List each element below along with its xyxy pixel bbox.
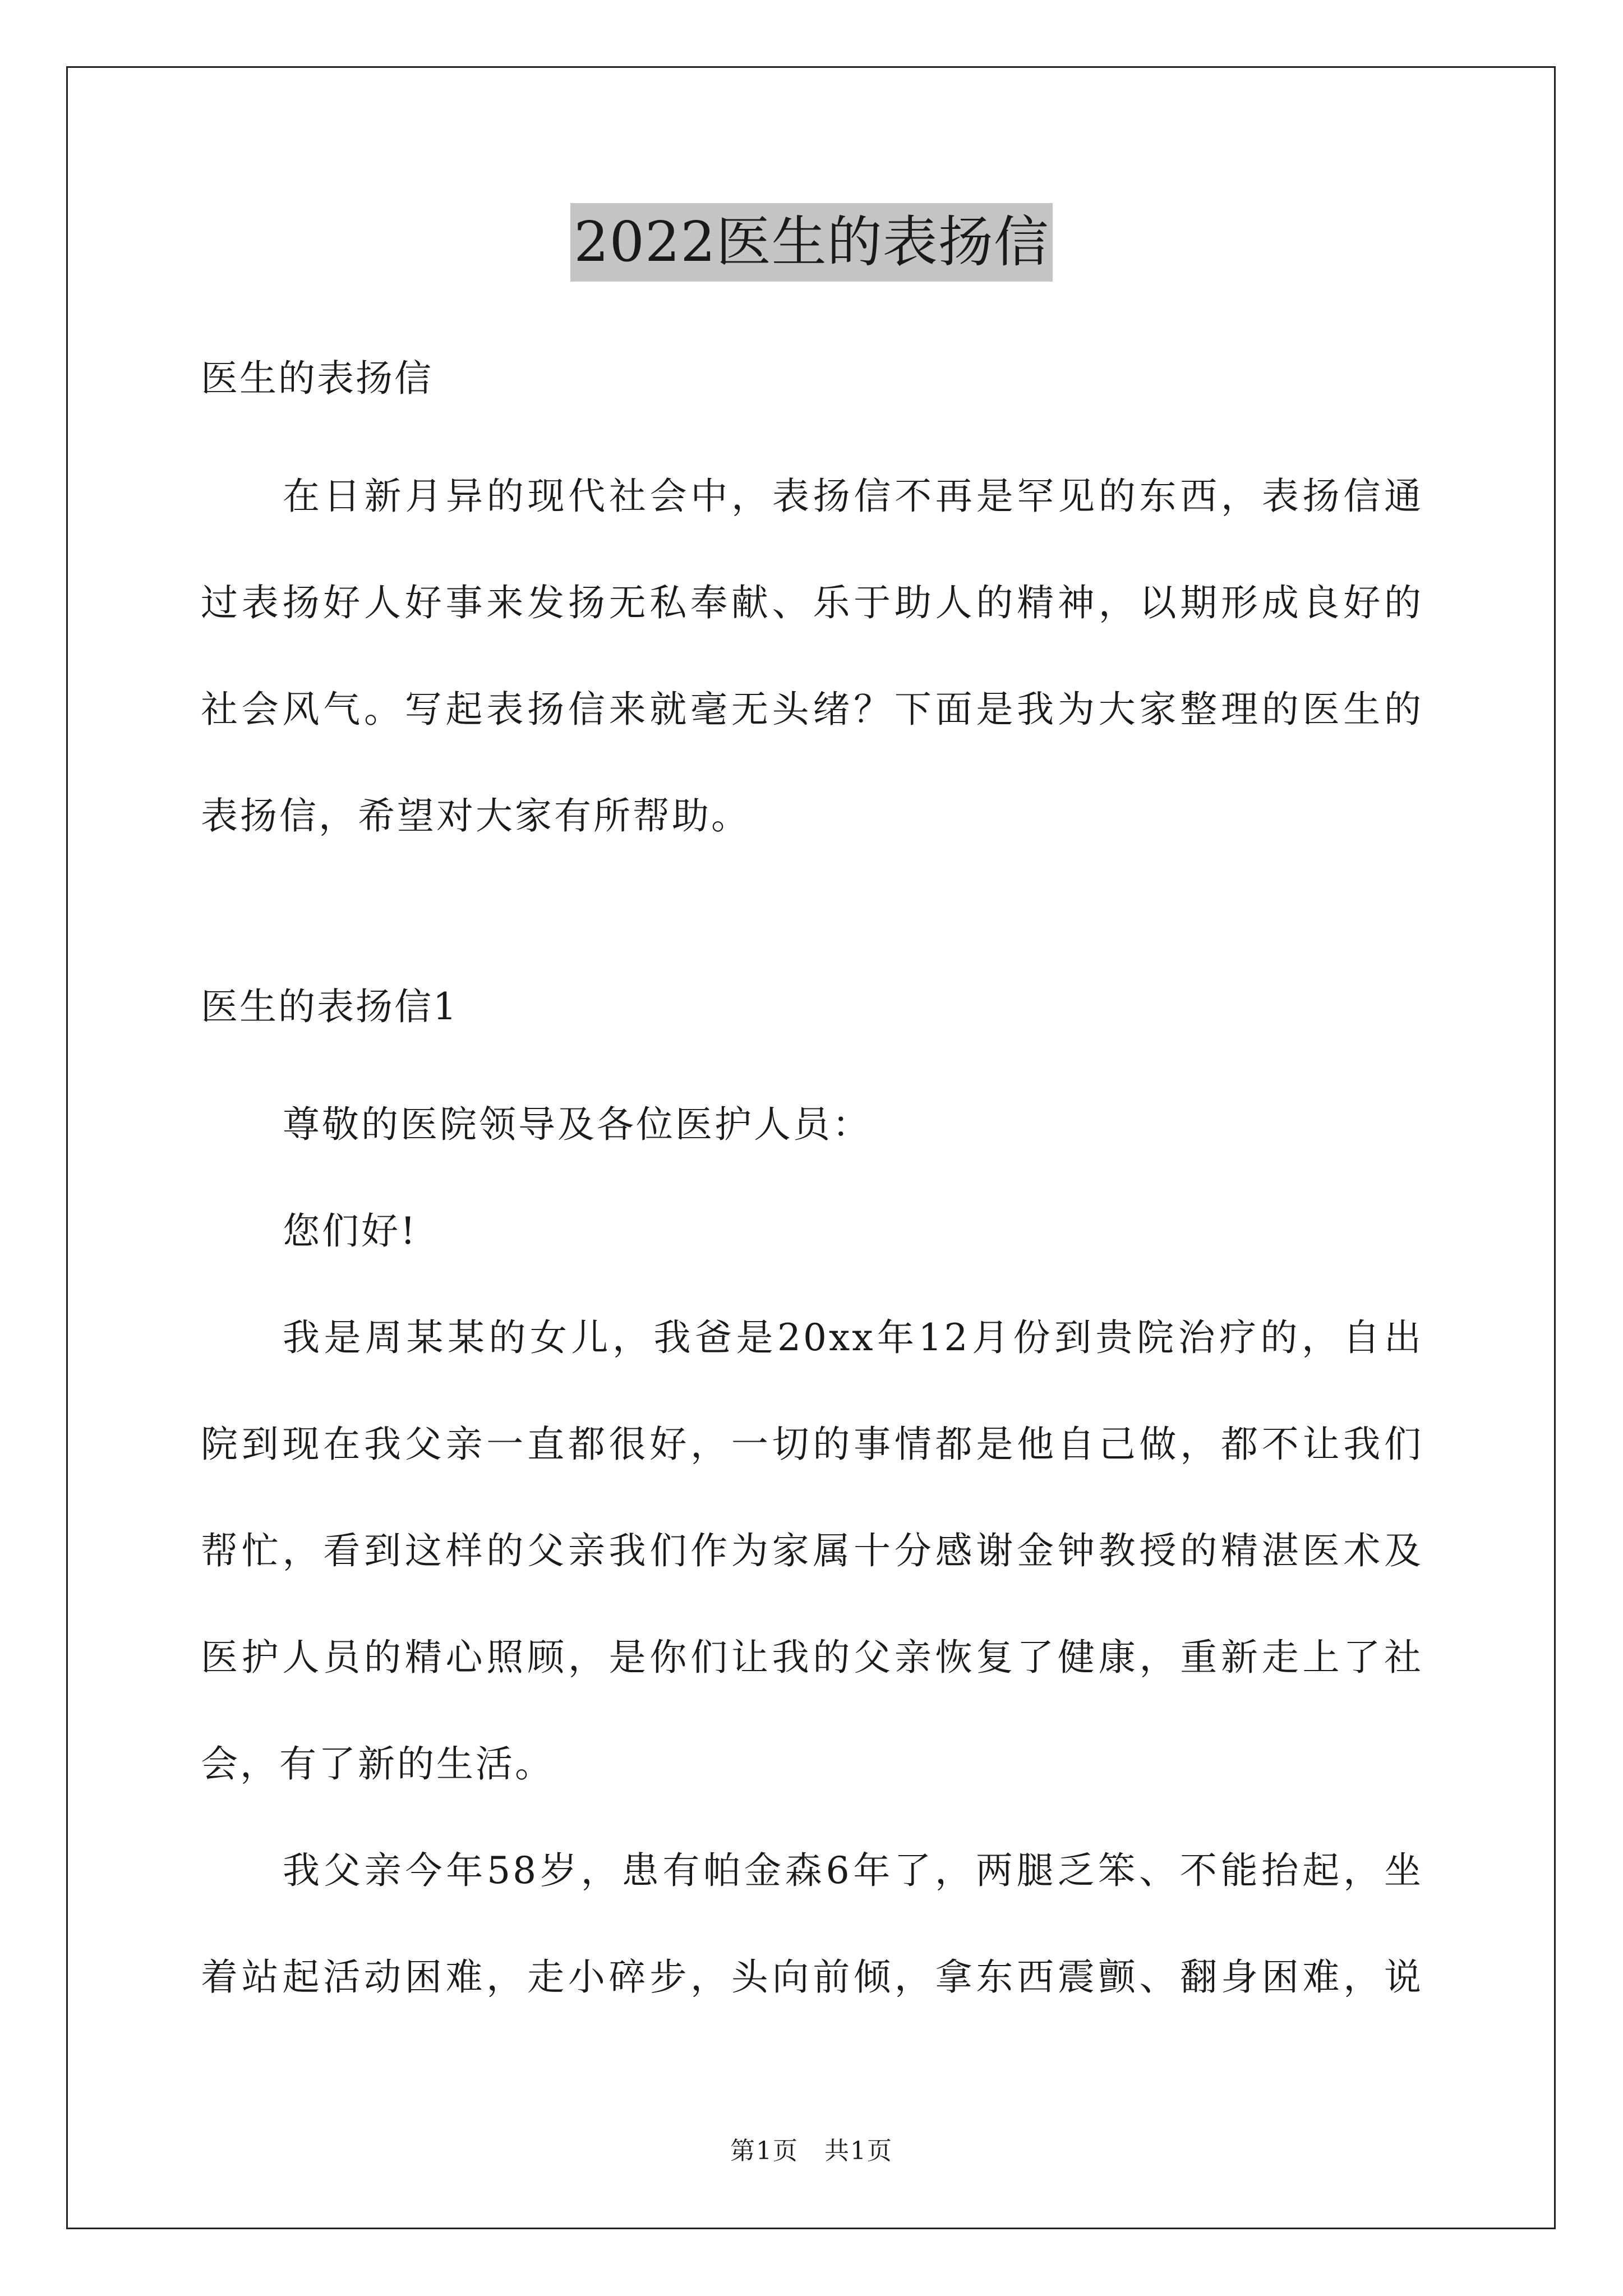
salutation: 尊敬的医院领导及各位医护人员：: [283, 1103, 872, 1146]
intro-line: 过表扬好人好事来发扬无私奉献、乐于助人的精神，以期形成良好的: [201, 581, 1423, 624]
greeting: 您们好!: [283, 1209, 418, 1253]
intro-line: 表扬信，希望对大家有所帮助。: [201, 794, 750, 838]
page-footer: 第1页 共1页: [730, 2137, 893, 2165]
letter-paragraph-1: [201, 1285, 1423, 1818]
paragraph-line: 会，有了新的生活。: [201, 1742, 554, 1786]
paragraph-line: 我是周某某的女儿，我爸是20xx年12月份到贵院治疗的，自出: [283, 1316, 1423, 1359]
document-body: [201, 337, 1423, 2031]
paragraph-line: 帮忙，看到这样的父亲我们作为家属十分感谢金钟教授的精湛医术及: [201, 1529, 1423, 1572]
intro-line: 社会风气。写起表扬信来就毫无头绪？下面是我为大家整理的医生的: [201, 688, 1423, 731]
paragraph-line: 院到现在我父亲一直都很好，一切的事情都是他自己做，都不让我们: [201, 1423, 1423, 1466]
intro-line: 在日新月异的现代社会中，表扬信不再是罕见的东西，表扬信通: [283, 475, 1423, 518]
document-title: 2022医生的表扬信: [570, 203, 1052, 282]
title-container: [0, 203, 1623, 282]
intro-heading: 医生的表扬信: [201, 357, 433, 400]
paragraph-line: 我父亲今年58岁，患有帕金森6年了，两腿乏笨、不能抬起，坐: [283, 1849, 1423, 1892]
paragraph-line: 医护人员的精心照顾，是你们让我的父亲恢复了健康，重新走上了社: [201, 1636, 1423, 1679]
paragraph-line: 着站起活动困难，走小碎步，头向前倾，拿东西震颤、翻身困难，说: [201, 1955, 1423, 1999]
section-heading: 医生的表扬信1: [201, 985, 458, 1028]
letter-paragraph-2: [201, 1818, 1423, 2031]
intro-paragraph: [201, 443, 1423, 869]
